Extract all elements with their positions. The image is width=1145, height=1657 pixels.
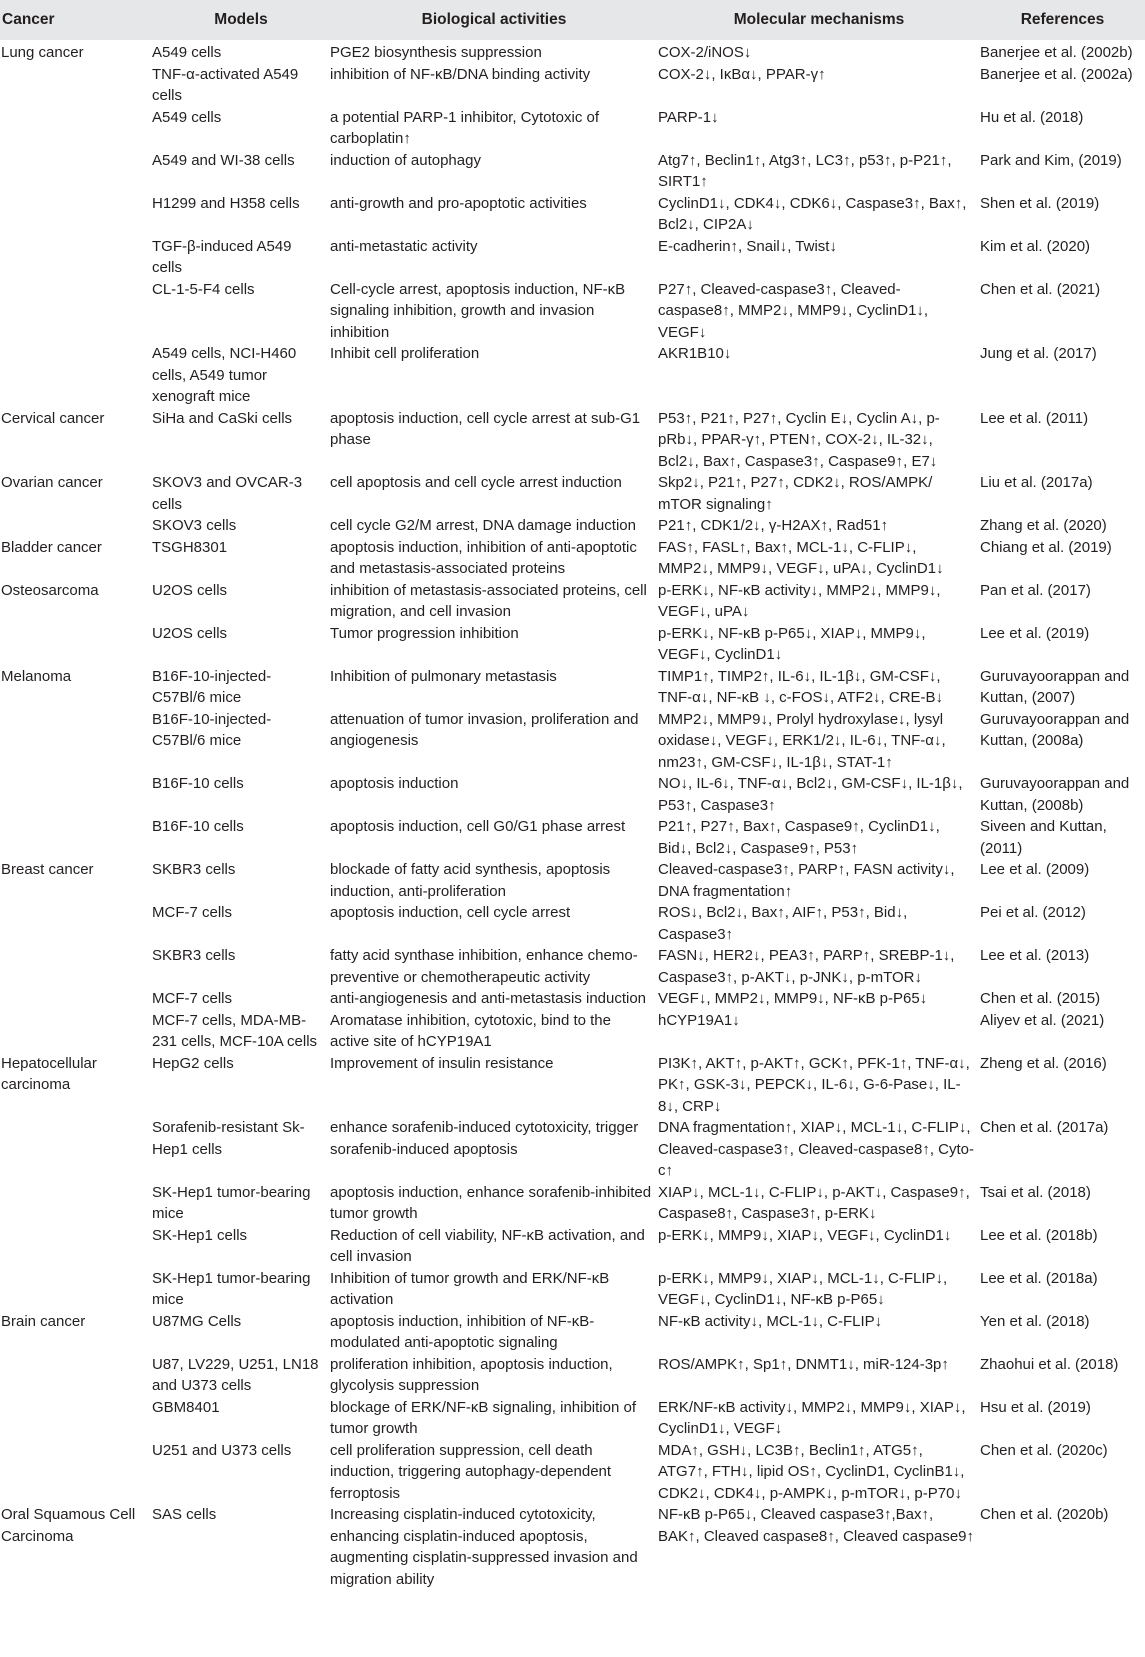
table-row	[0, 1010, 1145, 1053]
reference-cell: Guruvayoorappan and Kuttan, (2007)	[980, 667, 1130, 706]
reference-cell: Pei et al. (2012)	[980, 904, 1086, 921]
cancer-type-cell	[0, 1225, 152, 1268]
table-row	[0, 859, 1145, 902]
reference-cell: Yen et al. (2018)	[980, 1312, 1090, 1330]
reference-cell: Jung et al. (2017)	[980, 345, 1097, 362]
model-cell: A549 and WI-38 cells	[152, 151, 295, 169]
model-cell: MCF-7 cells	[152, 904, 233, 921]
table-row	[0, 666, 1145, 709]
model-cell: B16F-10 cells	[152, 818, 244, 835]
table-row	[0, 408, 1145, 473]
model-cell: U2OS cells	[152, 581, 228, 599]
model-cell: B16F-10-injected-C57Bl/6 mice	[152, 667, 272, 706]
model-cell: TNF-α-activated A549 cells	[152, 65, 299, 104]
mechanism-cell: FAS↑, FASL↑, Bax↑, MCL-1↓, C-FLIP↓, MMP2↓, MMP9↓, VEGF↓, uPA↓, CyclinD1↓	[658, 538, 944, 577]
reference-cell: Chen et al. (2020c)	[980, 1441, 1108, 1459]
table-header	[0, 0, 1145, 40]
table-row	[0, 1397, 1145, 1440]
reference-cell: Lee et al. (2013)	[980, 947, 1090, 964]
cancer-type-cell	[0, 1354, 152, 1397]
model-cell: SKOV3 cells	[152, 517, 237, 534]
activity-cell: Tumor progression inhibition	[330, 624, 519, 642]
mechanism-cell: PI3K↑, AKT↑, p-AKT↑, GCK↑, PFK-1↑, TNF-α↓, PK↑, GSK-3↓, PEPCK↓, IL-6↓, G-6-Pase↓, IL-8↓, CRP↓	[658, 1054, 970, 1115]
model-cell: SKBR3 cells	[152, 861, 236, 878]
mechanism-cell: ROS↓, Bcl2↓, Bax↑, AIF↑, P53↑, Bid↓, Caspase3↑	[658, 904, 908, 943]
cancer-type-cell: Bladder cancer	[1, 538, 102, 556]
mechanism-cell: p-ERK↓, NF-κB p-P65↓, XIAP↓, MMP9↓, VEGF↓, CyclinD1↓	[658, 624, 926, 663]
cancer-type-cell	[0, 1397, 152, 1440]
mechanism-cell: NF-κB activity↓, MCL-1↓, C-FLIP↓	[658, 1312, 883, 1330]
cancer-type-cell: Hepatocellular carcinoma	[1, 1054, 97, 1093]
table-row	[0, 193, 1145, 236]
activity-cell: cell apoptosis and cell cycle arrest induction	[330, 474, 622, 491]
mechanism-cell: PARP-1↓	[658, 108, 719, 126]
cancer-type-cell	[0, 236, 152, 279]
mechanism-cell: CyclinD1↓, CDK4↓, CDK6↓, Caspase3↑, Bax↑, Bcl2↓, CIP2A↓	[658, 194, 967, 233]
cancer-type-cell	[0, 1440, 152, 1505]
model-cell: CL-1-5-F4 cells	[152, 280, 255, 298]
model-cell: SK-Hep1 tumor-bearing mice	[152, 1183, 311, 1222]
cancer-type-cell	[0, 1010, 152, 1053]
cancer-type-cell	[0, 902, 152, 945]
table-row	[0, 279, 1145, 344]
activity-cell: attenuation of tumor invasion, proliferation and angiogenesis	[330, 710, 639, 749]
activity-cell: anti-metastatic activity	[330, 237, 478, 255]
table-row	[0, 902, 1145, 945]
model-cell: A549 cells	[152, 44, 222, 61]
table-row	[0, 1182, 1145, 1225]
table-row	[0, 107, 1145, 150]
reference-cell: Tsai et al. (2018)	[980, 1183, 1091, 1201]
table-row	[0, 1225, 1145, 1268]
activity-cell: anti-growth and pro-apoptotic activities	[330, 194, 587, 212]
mechanism-cell: P27↑, Cleaved-caspase3↑, Cleaved-caspase8↑, MMP2↓, MMP9↓, CyclinD1↓, VEGF↓	[658, 280, 929, 341]
table-row	[0, 537, 1145, 580]
reference-cell: Zheng et al. (2016)	[980, 1054, 1107, 1072]
table-row	[0, 988, 1145, 1010]
table-row	[0, 236, 1145, 279]
table-body	[0, 40, 1145, 1598]
reference-cell: Siveen and Kuttan, (2011)	[980, 818, 1107, 857]
model-cell: TSGH8301	[152, 538, 228, 556]
reference-cell: Zhang et al. (2020)	[980, 517, 1107, 534]
cancer-type-cell	[0, 773, 152, 816]
model-cell: MCF-7 cells	[152, 990, 233, 1007]
reference-cell: Hu et al. (2018)	[980, 108, 1084, 126]
reference-cell: Guruvayoorappan and Kuttan, (2008a)	[980, 710, 1130, 749]
cancer-type-cell	[0, 709, 152, 774]
model-cell: U87, LV229, U251, LN18 and U373 cells	[152, 1355, 319, 1394]
mechanism-cell: ROS/AMPK↑, Sp1↑, DNMT1↓, miR-124-3p↑	[658, 1355, 949, 1373]
mechanism-cell: Cleaved-caspase3↑, PARP↑, FASN activity↓, DNA fragmentation↑	[658, 861, 955, 900]
activity-cell: apoptosis induction, inhibition of NF-κB-modulated anti-apoptotic signaling	[330, 1312, 595, 1351]
reference-cell: Kim et al. (2020)	[980, 237, 1091, 255]
reference-cell: Hsu et al. (2019)	[980, 1398, 1091, 1416]
mechanism-cell: E-cadherin↑, Snail↓, Twist↓	[658, 237, 837, 255]
reference-cell: Shen et al. (2019)	[980, 194, 1100, 212]
activity-cell: apoptosis induction, inhibition of anti-apoptotic and metastasis-associated proteins	[330, 538, 637, 577]
activity-cell: anti-angiogenesis and anti-metastasis induction	[330, 990, 647, 1007]
table-row	[0, 1117, 1145, 1182]
reference-cell: Lee et al. (2018a)	[980, 1269, 1098, 1287]
reference-cell: Chen et al. (2020b)	[980, 1506, 1109, 1523]
cancer-type-cell	[0, 988, 152, 1010]
header-row	[0, 0, 1145, 40]
mechanism-cell: hCYP19A1↓	[658, 1011, 740, 1029]
table-row	[0, 1354, 1145, 1397]
table-row	[0, 816, 1145, 859]
model-cell: SiHa and CaSki cells	[152, 409, 293, 427]
reference-cell: Chiang et al. (2019)	[980, 538, 1112, 556]
activity-cell: Inhibit cell proliferation	[330, 345, 480, 362]
activity-cell: blockage of ERK/NF-κB signaling, inhibition of tumor growth	[330, 1398, 636, 1437]
header-references: References	[980, 0, 1145, 40]
mechanism-cell: p-ERK↓, MMP9↓, XIAP↓, VEGF↓, CyclinD1↓	[658, 1226, 952, 1244]
activity-cell: Increasing cisplatin-induced cytotoxicity, enhancing cisplatin-induced apoptosis, augmenting cisplatin-suppressed invasion and migration ability	[330, 1506, 638, 1588]
model-cell: H1299 and H358 cells	[152, 194, 300, 212]
activity-cell: apoptosis induction, enhance sorafenib-inhibited tumor growth	[330, 1183, 652, 1222]
model-cell: U87MG Cells	[152, 1312, 242, 1330]
activity-cell: proliferation inhibition, apoptosis induction, glycolysis suppression	[330, 1355, 613, 1394]
model-cell: GBM8401	[152, 1398, 220, 1416]
cancer-type-cell: Osteosarcoma	[1, 581, 99, 599]
model-cell: SKBR3 cells	[152, 947, 236, 964]
table-row	[0, 150, 1145, 193]
activity-cell: blockade of fatty acid synthesis, apoptosis induction, anti-proliferation	[330, 861, 611, 900]
mechanism-cell: MDA↑, GSH↓, LC3B↑, Beclin1↑, ATG5↑, ATG7↑, FTH↓, lipid OS↑, CyclinD1, CyclinB1↓, CDK2↓, CDK4↓, p-AMPK↓, p-mTOR↓, p-P70↓	[658, 1441, 965, 1502]
cancer-type-cell: Lung cancer	[1, 44, 84, 61]
activity-cell: Aromatase inhibition, cytotoxic, bind to the active site of hCYP19A1	[330, 1011, 611, 1050]
mechanism-cell: p-ERK↓, NF-κB activity↓, MMP2↓, MMP9↓, VEGF↓, uPA↓	[658, 581, 941, 620]
model-cell: SKOV3 and OVCAR-3 cells	[152, 474, 303, 513]
mechanism-cell: NF-κB p-P65↓, Cleaved caspase3↑,Bax↑, BAK↑, Cleaved caspase8↑, Cleaved caspase9↑	[658, 1506, 975, 1545]
activity-cell: cell cycle G2/M arrest, DNA damage induction	[330, 517, 636, 534]
activity-cell: PGE2 biosynthesis suppression	[330, 44, 542, 61]
cancer-type-cell: Melanoma	[1, 667, 72, 685]
mechanism-cell: FASN↓, HER2↓, PEA3↑, PARP↑, SREBP-1↓, Caspase3↑, p-AKT↓, p-JNK↓, p-mTOR↓	[658, 947, 955, 986]
reference-cell: Lee et al. (2009)	[980, 861, 1090, 878]
model-cell: HepG2 cells	[152, 1054, 234, 1072]
mechanism-cell: Atg7↑, Beclin1↑, Atg3↑, LC3↑, p53↑, p-P21↑, SIRT1↑	[658, 151, 952, 190]
model-cell: A549 cells	[152, 108, 222, 126]
model-cell: TGF-β-induced A549 cells	[152, 237, 292, 276]
model-cell: SK-Hep1 cells	[152, 1226, 248, 1244]
activity-cell: Inhibition of pulmonary metastasis	[330, 667, 557, 685]
model-cell: A549 cells, NCI-H460 cells, A549 tumor xenograft mice	[152, 345, 297, 405]
header-mechanisms: Molecular mechanisms	[658, 0, 980, 40]
header-cancer: Cancer	[0, 0, 152, 40]
reference-cell: Aliyev et al. (2021)	[980, 1011, 1105, 1029]
reference-cell: Guruvayoorappan and Kuttan, (2008b)	[980, 775, 1130, 814]
table-row	[0, 1311, 1145, 1354]
activity-cell: Inhibition of tumor growth and ERK/NF-κB activation	[330, 1269, 610, 1308]
mechanism-cell: MMP2↓, MMP9↓, Prolyl hydroxylase↓, lysyl oxidase↓, VEGF↓, ERK1/2↓, IL-6↓, TNF-α↓, nm23↑, GM-CSF↓, IL-1β↓, STAT-1↑	[658, 710, 946, 771]
mechanism-cell: P21↑, P27↑, Bax↑, Caspase9↑, CyclinD1↓, Bid↓, Bcl2↓, Caspase9↑, P53↑	[658, 818, 940, 857]
activity-cell: Reduction of cell viability, NF-κB activation, and cell invasion	[330, 1226, 645, 1265]
activity-cell: enhance sorafenib-induced cytotoxicity, trigger sorafenib-induced apoptosis	[330, 1119, 639, 1158]
model-cell: SAS cells	[152, 1506, 217, 1523]
reference-cell: Park and Kim, (2019)	[980, 151, 1122, 169]
mechanism-cell: NO↓, IL-6↓, TNF-α↓, Bcl2↓, GM-CSF↓, IL-1β↓, P53↑, Caspase3↑	[658, 775, 963, 814]
activity-cell: induction of autophagy	[330, 151, 481, 169]
model-cell: Sorafenib-resistant Sk-Hep1 cells	[152, 1119, 305, 1158]
activity-cell: inhibition of metastasis-associated proteins, cell migration, and cell invasion	[330, 581, 647, 620]
table-row	[0, 580, 1145, 623]
mechanism-cell: TIMP1↑, TIMP2↑, IL-6↓, IL-1β↓, GM-CSF↓, TNF-α↓, NF-κB ↓, c-FOS↓, ATF2↓, CRE-B↓	[658, 667, 944, 706]
table-row	[0, 1440, 1145, 1505]
mechanism-cell: P53↑, P21↑, P27↑, Cyclin E↓, Cyclin A↓, p-pRb↓, PPAR-γ↑, PTEN↑, COX-2↓, IL-32↓, Bcl2↓, Bax↑, Caspase3↑, Caspase9↑, E7↓	[658, 409, 940, 470]
model-cell: B16F-10-injected-C57Bl/6 mice	[152, 710, 272, 749]
reference-cell: Lee et al. (2018b)	[980, 1226, 1098, 1244]
mechanism-cell: VEGF↓, MMP2↓, MMP9↓, NF-κB p-P65↓	[658, 990, 928, 1007]
activity-cell: a potential PARP-1 inhibitor, Cytotoxic of carboplatin↑	[330, 108, 600, 147]
cancer-type-cell: Oral Squamous Cell Carcinoma	[1, 1506, 136, 1545]
cancer-type-cell	[0, 816, 152, 859]
cancer-type-cell	[0, 1268, 152, 1311]
reference-cell: Lee et al. (2019)	[980, 624, 1090, 642]
model-cell: B16F-10 cells	[152, 775, 244, 792]
reference-cell: Chen et al. (2015)	[980, 990, 1101, 1007]
activity-cell: apoptosis induction, cell G0/G1 phase arrest	[330, 818, 626, 835]
table-row	[0, 945, 1145, 988]
model-cell: U251 and U373 cells	[152, 1441, 292, 1459]
mechanism-cell: COX-2↓, IκBα↓, PPAR-γ↑	[658, 65, 826, 83]
activity-cell: cell proliferation suppression, cell death induction, triggering autophagy-dependent ferroptosis	[330, 1441, 612, 1502]
activity-cell: fatty acid synthase inhibition, enhance chemo-preventive or chemotherapeutic activity	[330, 947, 638, 986]
cancer-type-cell	[0, 279, 152, 344]
model-cell: U2OS cells	[152, 624, 228, 642]
cancer-type-cell	[0, 64, 152, 107]
table-row	[0, 472, 1145, 515]
header-models: Models	[152, 0, 330, 40]
mechanism-cell: COX-2/iNOS↓	[658, 44, 752, 61]
table-row	[0, 773, 1145, 816]
mechanism-cell: p-ERK↓, MMP9↓, XIAP↓, MCL-1↓, C-FLIP↓, VEGF↓, CyclinD1↓, NF-κB p-P65↓	[658, 1269, 948, 1308]
model-cell: SK-Hep1 tumor-bearing mice	[152, 1269, 311, 1308]
cancer-type-cell	[0, 945, 152, 988]
activity-cell: Cell-cycle arrest, apoptosis induction, NF-κB signaling inhibition, growth and invasion inhibition	[330, 280, 626, 341]
mechanism-cell: DNA fragmentation↑, XIAP↓, MCL-1↓, C-FLIP↓, Cleaved-caspase3↑, Cleaved-caspase8↑, Cyto-c↑	[658, 1119, 974, 1179]
table-row	[0, 1053, 1145, 1118]
table-row	[0, 1268, 1145, 1311]
activity-cell: apoptosis induction, cell cycle arrest	[330, 904, 571, 921]
table-row	[0, 709, 1145, 774]
mechanism-cell: XIAP↓, MCL-1↓, C-FLIP↓, p-AKT↓, Caspase9↑, Caspase8↑, Caspase3↑, p-ERK↓	[658, 1183, 970, 1222]
table-row	[0, 515, 1145, 537]
table-row	[0, 64, 1145, 107]
mechanism-cell: Skp2↓, P21↑, P27↑, CDK2↓, ROS/AMPK/ mTOR signaling↑	[658, 474, 933, 513]
reference-cell: Chen et al. (2021)	[980, 280, 1101, 298]
table-row	[0, 343, 1145, 408]
activity-cell: apoptosis induction, cell cycle arrest at sub-G1 phase	[330, 409, 641, 448]
reference-cell: Chen et al. (2017a)	[980, 1119, 1109, 1136]
reference-cell: Banerjee et al. (2002a)	[980, 65, 1133, 83]
reference-cell: Pan et al. (2017)	[980, 581, 1091, 599]
cancer-type-cell: Ovarian cancer	[1, 474, 103, 491]
activity-cell: inhibition of NF-κB/DNA binding activity	[330, 65, 591, 83]
cancer-type-cell	[0, 623, 152, 666]
mechanism-cell: AKR1B10↓	[658, 345, 732, 362]
model-cell: MCF-7 cells, MDA-MB-231 cells, MCF-10A cells	[152, 1011, 318, 1050]
mechanism-cell: ERK/NF-κB activity↓, MMP2↓, MMP9↓, XIAP↓, CyclinD1↓, VEGF↓	[658, 1398, 966, 1437]
table-row	[0, 1504, 1145, 1598]
cancer-type-cell: Cervical cancer	[1, 409, 105, 427]
header-activities: Biological activities	[330, 0, 658, 40]
activity-cell: apoptosis induction	[330, 775, 459, 792]
cancer-type-cell	[0, 515, 152, 537]
mechanism-cell: P21↑, CDK1/2↓, γ-H2AX↑, Rad51↑	[658, 517, 889, 534]
cancer-type-cell: Brain cancer	[1, 1312, 86, 1330]
reference-cell: Liu et al. (2017a)	[980, 474, 1093, 491]
cancer-type-cell	[0, 343, 152, 408]
reference-cell: Lee et al. (2011)	[980, 409, 1089, 427]
cancer-type-cell	[0, 150, 152, 193]
table-row	[0, 623, 1145, 666]
cancer-type-cell	[0, 193, 152, 236]
cancer-type-cell	[0, 1117, 152, 1182]
cancer-type-cell	[0, 107, 152, 150]
cancer-type-cell	[0, 1182, 152, 1225]
table-row	[0, 40, 1145, 64]
reference-cell: Banerjee et al. (2002b)	[980, 44, 1133, 61]
cancer-type-cell: Breast cancer	[1, 861, 94, 878]
reference-cell: Zhaohui et al. (2018)	[980, 1355, 1119, 1373]
activity-cell: Improvement of insulin resistance	[330, 1054, 554, 1072]
